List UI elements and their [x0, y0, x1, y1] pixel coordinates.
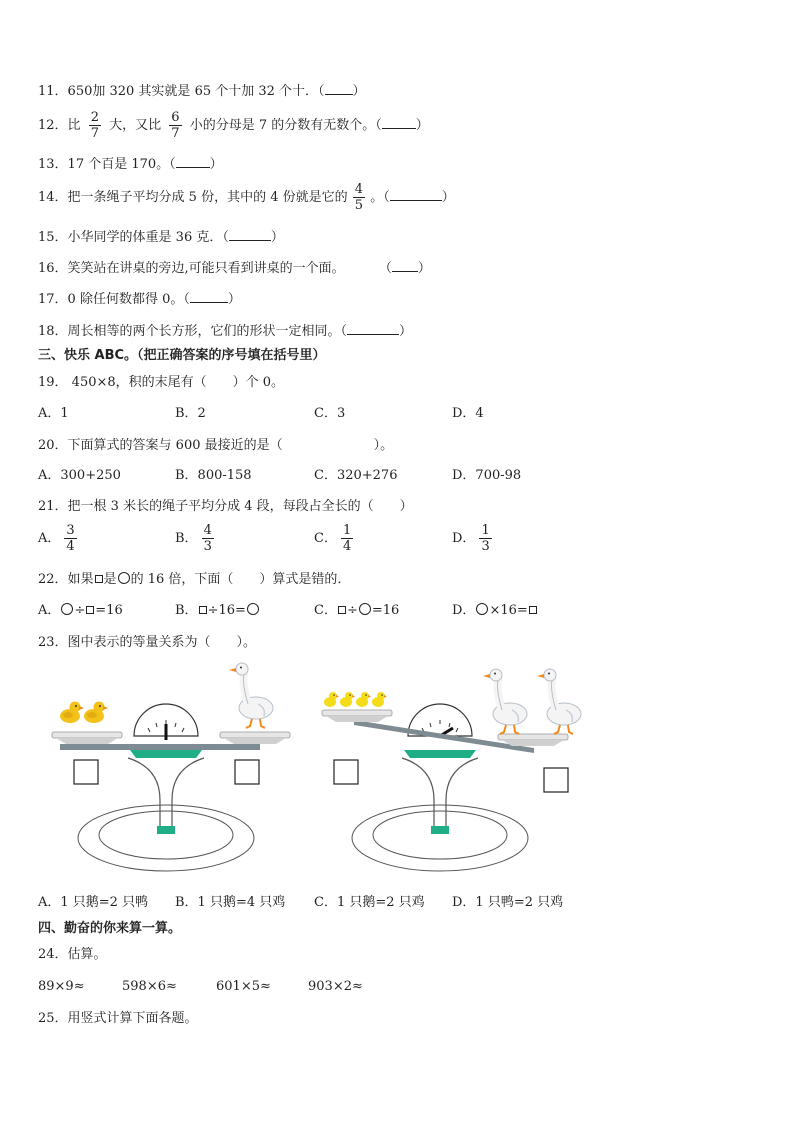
- option-c[interactable]: C．3: [314, 406, 346, 421]
- section-heading-3: 三、快乐 ABC。（把正确答案的序号填在括号里）: [38, 348, 326, 363]
- square-symbol-icon: [529, 606, 537, 614]
- answer-blank[interactable]: [325, 82, 353, 95]
- question-19: 19． 450×8，积的末尾有（ ）个 0。: [38, 375, 285, 390]
- goose-icon: [229, 663, 273, 728]
- option-a[interactable]: A．1 只鹅=2 只鸭: [38, 895, 149, 910]
- question-text: 16．笑笑站在讲桌的旁边,可能只看到讲桌的一个面。: [38, 261, 345, 276]
- option-a[interactable]: A．1: [38, 406, 69, 421]
- square-symbol-icon: [86, 606, 94, 614]
- square-symbol-icon: [338, 606, 346, 614]
- open-paren: （: [378, 261, 392, 276]
- answer-blank[interactable]: [190, 290, 228, 303]
- estimate-expression: 89×9≈: [38, 979, 85, 994]
- answer-blank[interactable]: [392, 259, 418, 272]
- option-c[interactable]: C． ÷ =16: [314, 603, 400, 618]
- question-text: 大，又比: [109, 118, 162, 133]
- close-paren: ）: [417, 261, 431, 276]
- answer-blank[interactable]: [176, 155, 210, 168]
- square-symbol-icon: [95, 575, 103, 583]
- close-paren: ）: [399, 324, 413, 339]
- question-text: 小的分母是 7 的分数有无数个。（: [189, 118, 382, 133]
- option-b[interactable]: B．800-158: [175, 468, 252, 483]
- chick-icon: [340, 692, 355, 707]
- scale-base: [431, 826, 449, 834]
- right-pan: [498, 734, 568, 740]
- estimate-expression: 598×6≈: [122, 979, 177, 994]
- close-paren: ）: [352, 84, 366, 99]
- question-16: [38, 259, 431, 278]
- goose-icon: [483, 669, 527, 734]
- question-text: 13．17 个百是 170。（: [38, 157, 176, 172]
- fraction: $\frac{3}{4}$: [66, 523, 75, 554]
- option-d[interactable]: D．4: [452, 406, 484, 421]
- option-a[interactable]: A．300+250: [38, 468, 121, 483]
- circle-symbol-icon: [61, 603, 73, 615]
- estimate-expression: 903×2≈: [308, 979, 363, 994]
- option-c[interactable]: C．320+276: [314, 468, 398, 483]
- question-text: 。（: [370, 190, 390, 205]
- question-14: [38, 182, 455, 213]
- question-15: [38, 228, 284, 247]
- fraction: $\frac{4}{5}$: [354, 182, 364, 213]
- circle-symbol-icon: [247, 603, 259, 615]
- close-paren: ）: [441, 190, 455, 205]
- circle-symbol-icon: [476, 603, 488, 615]
- answer-blank[interactable]: [390, 188, 442, 201]
- left-pan: [322, 710, 392, 716]
- close-paren: ）: [415, 118, 429, 133]
- fraction: $\frac{1}{3}$: [481, 523, 490, 554]
- fraction: $\frac{4}{3}$: [203, 523, 212, 554]
- question-23: 23．图中表示的等量关系为（ ）。: [38, 635, 257, 650]
- answer-blank[interactable]: [347, 322, 399, 335]
- answer-blank[interactable]: [382, 116, 416, 129]
- option-b[interactable]: B． ÷16=: [175, 602, 260, 620]
- option-a[interactable]: A． ÷ =16: [38, 603, 123, 618]
- question-17: [38, 290, 241, 309]
- option-b[interactable]: B． $\frac{4}{3}$: [175, 523, 212, 554]
- left-pan: [52, 732, 122, 738]
- balance-scales-figure: [38, 660, 598, 882]
- question-text: 18．周长相等的两个长方形，它们的形状一定相同。（: [38, 324, 348, 339]
- scale-right: [322, 669, 581, 871]
- question-text: 15．小华同学的体重是 36 克．（: [38, 230, 229, 245]
- close-paren: ）: [209, 157, 223, 172]
- answer-box: [544, 768, 568, 792]
- duck-icon: [84, 702, 108, 724]
- scale-base: [157, 826, 175, 834]
- scale-left: [52, 663, 290, 871]
- close-paren: ）: [227, 292, 241, 307]
- option-d[interactable]: D．1 只鸭=2 只鸡: [452, 895, 564, 910]
- question-21: 21．把一根 3 米长的绳子平均分成 4 段，每段占全长的（ ）: [38, 499, 413, 514]
- question-13: [38, 155, 223, 174]
- option-a[interactable]: A． $\frac{3}{4}$: [38, 523, 75, 554]
- answer-box: [74, 760, 98, 784]
- question-text: 14．把一条绳子平均分成 5 份，其中的 4 份就是它的: [38, 190, 348, 205]
- circle-symbol-icon: [118, 572, 130, 584]
- square-symbol-icon: [199, 606, 207, 614]
- close-paren: ）: [270, 230, 284, 245]
- question-18: [38, 322, 412, 341]
- question-24: 24．估算。: [38, 947, 107, 962]
- fraction: $\frac{1}{4}$: [342, 523, 352, 554]
- question-25: 25．用竖式计算下面各题。: [38, 1011, 198, 1026]
- right-pan: [220, 732, 290, 738]
- option-b[interactable]: B．1 只鹅=4 只鸡: [175, 895, 286, 910]
- option-d[interactable]: D． ×16=: [452, 602, 538, 620]
- question-11: [38, 82, 366, 101]
- option-d[interactable]: D． $\frac{1}{3}$: [452, 523, 490, 554]
- answer-box: [235, 760, 259, 784]
- option-b[interactable]: B．2: [175, 406, 206, 421]
- option-c[interactable]: C．1 只鹅=2 只鸡: [314, 895, 425, 910]
- duck-icon: [60, 702, 84, 724]
- option-d[interactable]: D．700-98: [452, 468, 522, 483]
- answer-box: [334, 760, 358, 784]
- chick-icon: [372, 692, 387, 707]
- circle-symbol-icon: [359, 603, 371, 615]
- goose-icon: [537, 669, 581, 734]
- answer-blank[interactable]: [229, 228, 271, 241]
- question-22: 22．如果 是 的 16 倍，下面（ ）算式是错的．: [38, 572, 351, 587]
- question-text: 12．比: [38, 118, 81, 133]
- fraction: $\frac{2}{7}$: [90, 110, 99, 141]
- estimate-expression: 601×5≈: [216, 979, 271, 994]
- question-text: 11．650加 320 其实就是 65 个十加 32 个十．（: [38, 84, 325, 99]
- scale-beam: [60, 744, 260, 750]
- question-12: [38, 110, 429, 141]
- chick-icon: [356, 692, 371, 707]
- question-20: 20．下面算式的答案与 600 最接近的是（ ）。: [38, 438, 394, 453]
- option-c[interactable]: C． $\frac{1}{4}$: [314, 523, 352, 554]
- chick-icon: [324, 692, 339, 707]
- section-heading-4: 四、勤奋的你来算一算。: [38, 921, 182, 936]
- fraction: $\frac{6}{7}$: [171, 110, 180, 141]
- question-text: 17．0 除任何数都得 0。（: [38, 292, 190, 307]
